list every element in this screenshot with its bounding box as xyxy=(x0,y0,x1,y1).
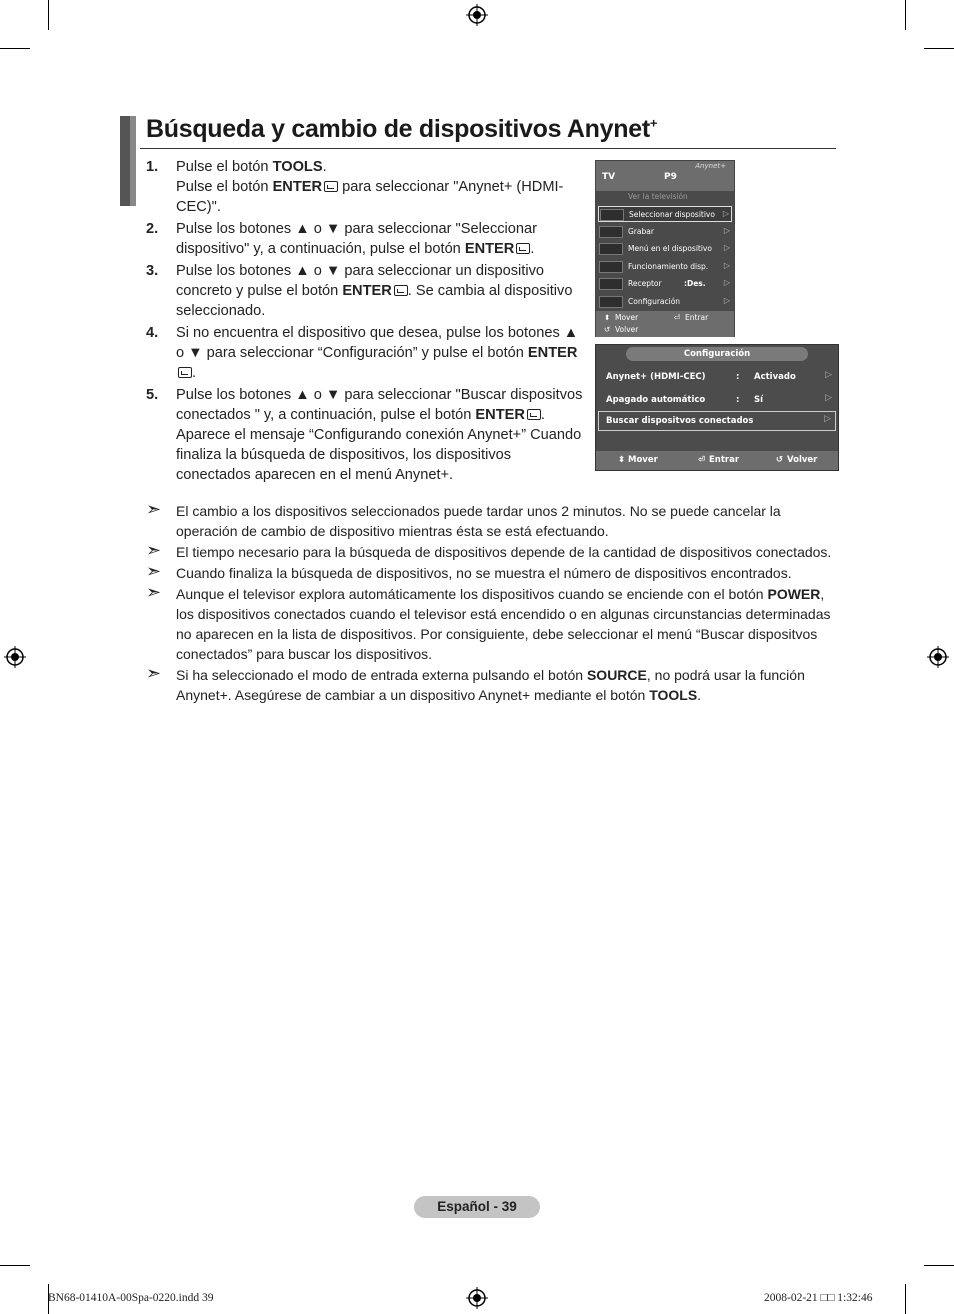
note-item xyxy=(146,584,838,664)
text-run: . Se cambia al dispositivo seleccionado. xyxy=(176,283,573,319)
chevron-right-icon: ▷ xyxy=(825,393,832,403)
text-run: Pulse los botones ▲ o ▼ para seleccionar un dispositivo concreto y pulse el botón xyxy=(176,263,544,299)
crop-mark xyxy=(905,1284,906,1314)
anynet-menu-screen xyxy=(595,160,735,337)
bold-keyword: ENTER xyxy=(475,407,525,423)
crop-mark xyxy=(0,48,30,49)
menu-item-value: :Des. xyxy=(684,279,706,288)
configuration-title: Configuración xyxy=(626,347,808,361)
menu-item-label: Seleccionar dispositivo xyxy=(629,210,715,219)
step-item xyxy=(146,323,586,383)
tv-label: TV xyxy=(602,172,616,182)
bold-keyword: TOOLS xyxy=(649,687,698,703)
config-label: Apagado automático xyxy=(606,395,706,405)
move-icon: ⬍ xyxy=(604,313,611,322)
registration-mark-icon xyxy=(4,646,26,668)
crop-mark xyxy=(924,48,954,49)
page-title: Búsqueda y cambio de dispositivos Anynet+ xyxy=(146,115,658,143)
text-run: Aunque el televisor explora automáticamente los dispositivos cuando se enciende con el botón xyxy=(176,586,768,602)
text-run: Pulse los botones ▲ o ▼ para seleccionar "Seleccionar dispositivo" y, a continuación, pulse el botón xyxy=(176,221,537,257)
osd-footer xyxy=(596,451,838,470)
text-run: Si no encuentra el dispositivo que desea, pulse los botones ▲ o ▼ para seleccionar “Configuración” y pulse el botón xyxy=(176,325,579,361)
note-arrow-icon: ➣ xyxy=(146,499,162,519)
chevron-right-icon: ▷ xyxy=(723,226,730,235)
move-label: Mover xyxy=(615,313,639,322)
config-row[interactable] xyxy=(598,390,836,410)
text-run: Pulse el botón xyxy=(176,159,273,175)
step-number: 1. xyxy=(146,159,159,175)
note-text xyxy=(176,501,838,541)
menu-thumbnail-icon xyxy=(599,243,623,255)
chevron-right-icon: ▷ xyxy=(723,296,730,305)
text-run: Si ha seleccionado el modo de entrada externa pulsando el botón xyxy=(176,667,587,683)
chevron-right-icon: ▷ xyxy=(825,370,832,380)
step-number: 3. xyxy=(146,263,159,279)
config-label: Anynet+ (HDMI-CEC) xyxy=(606,372,706,382)
config-label: Buscar dispositvos conectados xyxy=(606,416,754,426)
step-text xyxy=(176,261,586,321)
bold-keyword: POWER xyxy=(767,586,821,602)
step-item xyxy=(146,385,586,485)
note-text xyxy=(176,563,838,583)
osd-menu-body xyxy=(596,191,734,311)
osd-menu-item[interactable] xyxy=(598,241,732,257)
chevron-right-icon: ▷ xyxy=(824,414,831,424)
step-number: 2. xyxy=(146,221,159,237)
menu-thumbnail-icon xyxy=(599,261,623,273)
back-label: Volver xyxy=(615,325,639,334)
enter-icon xyxy=(527,409,541,420)
registration-mark-icon xyxy=(466,4,488,26)
text-run: , los dispositivos conectados cuando el televisor está encendido o en algunas circunstancias determinadas no aparecen en la lista de dispositivos. Por consiguiente, debe seleccionar el menú “Buscar dispositvos conectados” para buscar los dispositivos. xyxy=(176,586,831,662)
note-item xyxy=(146,501,838,541)
menu-item-label: Configuración xyxy=(628,297,681,306)
step-item xyxy=(146,219,586,259)
note-arrow-icon: ➣ xyxy=(146,582,162,602)
move-icon: ⬍ xyxy=(618,455,626,465)
step-item xyxy=(146,261,586,321)
text-run: Pulse los botones ▲ o ▼ para seleccionar "Buscar dispositvos conectados " y, a continuación, pulse el botón xyxy=(176,387,583,423)
note-arrow-icon: ➣ xyxy=(146,663,162,683)
config-value: Sí xyxy=(754,395,764,405)
crop-mark xyxy=(0,1265,30,1266)
crop-mark xyxy=(924,1265,954,1266)
osd-menu-item[interactable] xyxy=(598,294,732,310)
menu-thumbnail-icon xyxy=(599,278,623,290)
bold-keyword: ENTER xyxy=(527,345,578,361)
registration-mark-icon xyxy=(927,646,949,668)
title-accent-bar xyxy=(130,116,136,206)
step-text xyxy=(176,157,586,217)
osd-menu-item[interactable] xyxy=(598,224,732,240)
menu-item-label: Receptor xyxy=(628,279,662,288)
step-text xyxy=(176,219,586,259)
step-number: 4. xyxy=(146,325,159,341)
menu-item-label: Menú en el dispositivo xyxy=(628,244,712,253)
osd-menu-item[interactable] xyxy=(598,259,732,275)
chevron-right-icon: ▷ xyxy=(723,243,730,252)
text-run: El cambio a los dispositivos seleccionados puede tardar unos 2 minutos. No se puede cancelar la operación de cambio de dispositivo mientras ésta se está efectuando. xyxy=(176,503,781,539)
osd-menu-item[interactable] xyxy=(598,276,732,292)
note-arrow-icon: ➣ xyxy=(146,561,162,581)
enter-icon: ⏎ xyxy=(674,313,681,322)
menu-item-label: Funcionamiento disp. xyxy=(628,262,709,271)
note-arrow-icon: ➣ xyxy=(146,540,162,560)
registration-mark-icon xyxy=(466,1287,488,1309)
osd-header xyxy=(596,161,734,191)
chevron-right-icon: ▷ xyxy=(722,209,729,218)
print-date-info: 2008-02-21 □□ 1:32:46 xyxy=(764,1292,873,1304)
bold-keyword: SOURCE xyxy=(586,667,647,683)
text-run: para seleccionar "Anynet+ (HDMI-CEC)". xyxy=(176,179,564,215)
text-run: , no podrá usar la función Anynet+. Asegúrese de cambiar a un dispositivo Anynet+ mediante el botón xyxy=(176,667,805,703)
page-number: Español - 39 xyxy=(414,1196,540,1218)
config-separator: : xyxy=(736,372,740,382)
chevron-right-icon: ▷ xyxy=(723,278,730,287)
bold-keyword: ENTER xyxy=(464,241,515,257)
return-icon: ↺ xyxy=(604,325,611,334)
note-text xyxy=(176,542,838,562)
config-row[interactable] xyxy=(598,411,836,431)
step-text xyxy=(176,323,586,383)
text-run: . xyxy=(540,407,545,423)
osd-footer xyxy=(596,311,734,337)
enter-icon xyxy=(324,181,338,192)
configuration-menu-screen xyxy=(595,344,839,471)
text-run: . xyxy=(530,241,535,257)
enter-icon xyxy=(516,243,530,254)
steps-list xyxy=(146,157,586,487)
notes-list xyxy=(146,501,838,706)
title-rule xyxy=(140,148,836,149)
note-item xyxy=(146,665,838,705)
note-text xyxy=(176,584,838,664)
return-icon: ↺ xyxy=(776,455,784,465)
text-run: . xyxy=(697,687,702,703)
bold-keyword: ENTER xyxy=(272,179,323,195)
crop-mark xyxy=(48,0,49,30)
step-text xyxy=(176,385,586,485)
enter-icon xyxy=(394,285,408,296)
osd-menu-item[interactable] xyxy=(598,206,732,222)
move-label: Mover xyxy=(628,455,658,465)
enter-label: Entrar xyxy=(709,455,740,465)
config-value: Activado xyxy=(754,372,796,382)
bold-keyword: ENTER xyxy=(342,283,392,299)
enter-icon xyxy=(178,367,192,378)
note-item xyxy=(146,563,838,583)
enter-icon: ⏎ xyxy=(698,455,706,465)
text-run: El tiempo necesario para la búsqueda de dispositivos depende de la cantidad de dispositivos conectados. xyxy=(176,544,832,560)
note-item xyxy=(146,542,838,562)
step-item xyxy=(146,157,586,217)
menu-thumbnail-icon xyxy=(600,209,624,221)
step-number: 5. xyxy=(146,387,159,403)
text-run: Cuando finaliza la búsqueda de dispositivos, no se muestra el número de dispositivos encontrados. xyxy=(176,565,792,581)
anynet-logo: Anynet+ xyxy=(695,162,726,170)
channel-label: P9 xyxy=(664,172,677,182)
text-run: . xyxy=(192,365,197,381)
watch-tv-label: Ver la televisión xyxy=(628,192,688,201)
enter-label: Entrar xyxy=(685,313,709,322)
text-run: Aparece el mensaje “Configurando conexión Anynet+” Cuando finaliza la búsqueda de dispositivos, los dispositivos conectados aparecen en el menú Anynet+. xyxy=(176,427,582,483)
menu-thumbnail-icon xyxy=(599,226,623,238)
menu-thumbnail-icon xyxy=(599,296,623,308)
config-separator: : xyxy=(736,395,740,405)
bold-keyword: TOOLS xyxy=(272,159,323,175)
note-text xyxy=(176,665,838,705)
text-run: Pulse el botón xyxy=(176,179,273,195)
chevron-right-icon: ▷ xyxy=(723,261,730,270)
menu-item-label: Grabar xyxy=(628,227,654,236)
print-file-info: BN68-01410A-00Spa-0220.indd 39 xyxy=(48,1292,214,1304)
crop-mark xyxy=(905,0,906,30)
back-label: Volver xyxy=(787,455,818,465)
text-run: . xyxy=(322,159,327,175)
config-row[interactable] xyxy=(598,367,836,387)
